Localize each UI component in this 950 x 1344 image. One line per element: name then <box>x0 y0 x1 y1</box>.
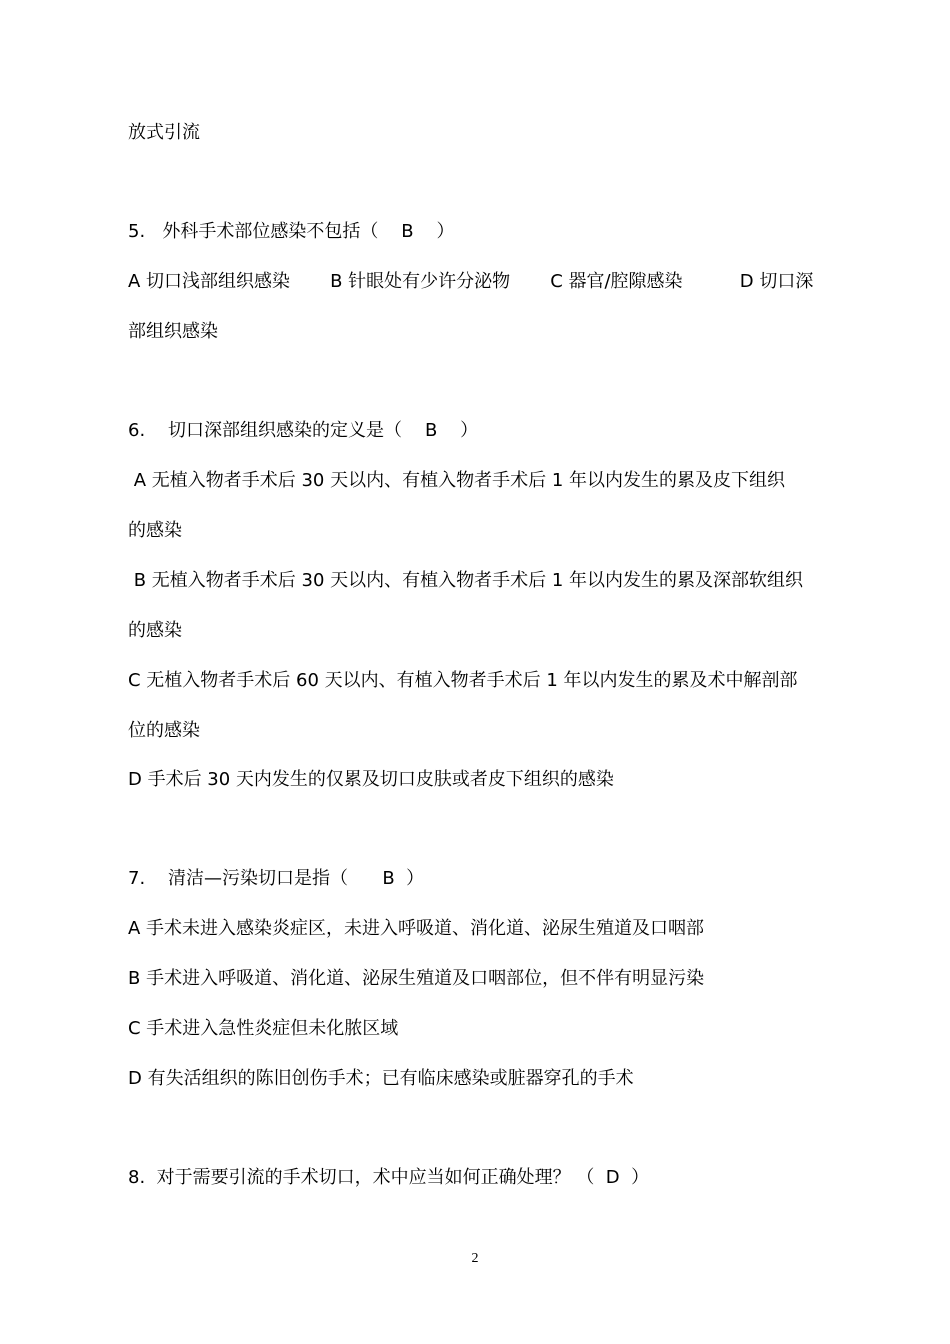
question-stem: 7. 清洁—污染切口是指（ B ） <box>128 868 425 889</box>
option-line: B 无植入物者手术后 30 天以内、有植入物者手术后 1 年以内发生的累及深部软组织 <box>128 570 804 591</box>
option-line: D 有失活组织的陈旧创伤手术；已有临床感染或脏器穿孔的手术 <box>128 1068 634 1089</box>
continued-text: 放式引流 <box>128 122 200 143</box>
option-line: C 手术进入急性炎症但未化脓区域 <box>128 1018 399 1039</box>
option-line: D 手术后 30 天内发生的仅累及切口皮肤或者皮下组织的感染 <box>128 769 614 790</box>
option-line: 的感染 <box>128 620 182 641</box>
option-line: A 手术未进入感染炎症区，未进入呼吸道、消化道、泌尿生殖道及口咽部 <box>128 918 705 939</box>
option-line: A 切口浅部组织感染 B 针眼处有少许分泌物 C 器官/腔隙感染 D 切口深 <box>128 271 814 292</box>
page-number: 2 <box>471 1251 479 1266</box>
option-line: 部组织感染 <box>128 321 218 342</box>
option-line: B 手术进入呼吸道、消化道、泌尿生殖道及口咽部位，但不伴有明显污染 <box>128 968 705 989</box>
option-line: 的感染 <box>128 520 182 541</box>
question-stem: 8. 对于需要引流的手术切口，术中应当如何正确处理？ （ D ） <box>128 1167 650 1188</box>
question-stem: 5. 外科手术部位感染不包括（ B ） <box>128 221 455 242</box>
question-stem: 6. 切口深部组织感染的定义是（ B ） <box>128 420 479 441</box>
option-line: A 无植入物者手术后 30 天以内、有植入物者手术后 1 年以内发生的累及皮下组织 <box>128 470 785 491</box>
option-line: 位的感染 <box>128 720 200 741</box>
option-line: C 无植入物者手术后 60 天以内、有植入物者手术后 1 年以内发生的累及术中解剖部 <box>128 670 798 691</box>
